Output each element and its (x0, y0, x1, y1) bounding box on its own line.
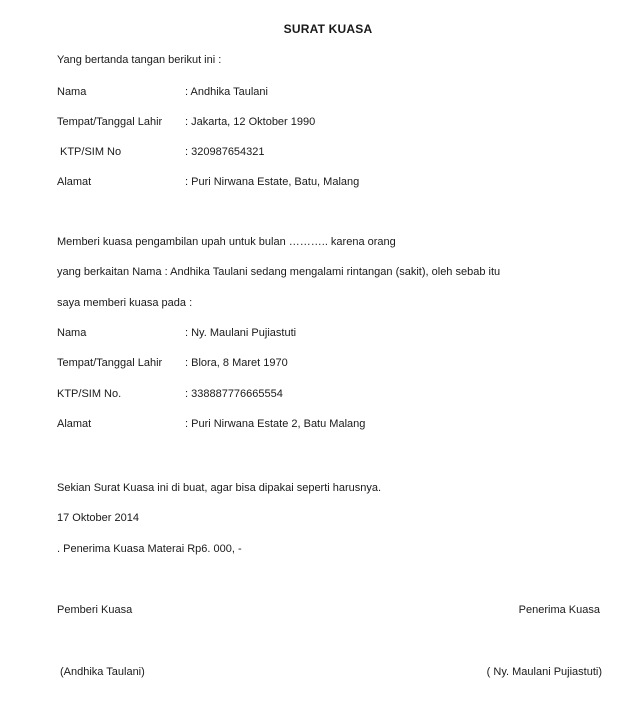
field-value: : Puri Nirwana Estate 2, Batu Malang (185, 418, 366, 430)
closing-text: Sekian Surat Kuasa ini di buat, agar bisa dipakai seperti harusnya. (57, 482, 382, 494)
grantee-signature-name: ( Ny. Maulani Pujiastuti) (486, 666, 602, 678)
field-value: : Jakarta, 12 Oktober 1990 (185, 116, 316, 128)
field-value: : Andhika Taulani (185, 86, 268, 98)
field-label: Nama (57, 327, 87, 339)
grantor-signature-name: (Andhika Taulani) (60, 666, 145, 678)
grantee-name-row (57, 327, 296, 339)
field-label: Tempat/Tanggal Lahir (57, 116, 163, 128)
field-value: : 320987654321 (185, 146, 265, 158)
field-value: : 338887776665554 (185, 388, 283, 400)
field-label: KTP/SIM No (60, 146, 122, 158)
field-label: Alamat (57, 418, 92, 430)
field-label: Tempat/Tanggal Lahir (57, 357, 163, 369)
field-value: : Ny. Maulani Pujiastuti (185, 327, 297, 339)
body-line: Memberi kuasa pengambilan upah untuk bulan ……….. karena orang (57, 236, 396, 248)
grantee-birth-row (57, 357, 288, 369)
field-value: : Puri Nirwana Estate, Batu, Malang (185, 176, 360, 188)
grantee-signature-label: Penerima Kuasa (518, 604, 600, 616)
letter-date: 17 Oktober 2014 (57, 512, 139, 524)
grantor-signature-label: Pemberi Kuasa (57, 604, 133, 616)
grantor-birth-row (57, 116, 315, 128)
body-line: saya memberi kuasa pada : (57, 297, 193, 309)
body-line: yang berkaitan Nama : Andhika Taulani sedang mengalami rintangan (sakit), oleh sebab itu (57, 266, 501, 278)
field-value: : Blora, 8 Maret 1970 (185, 357, 288, 369)
stamp-note: . Penerima Kuasa Materai Rp6. 000, - (57, 543, 242, 555)
field-label: KTP/SIM No. (57, 388, 122, 400)
field-label: Alamat (57, 176, 92, 188)
grantor-id-row (57, 146, 265, 158)
intro-text: Yang bertanda tangan berikut ini : (57, 54, 222, 66)
grantee-address-row (57, 418, 365, 430)
document-title: SURAT KUASA (283, 22, 373, 36)
grantor-address-row (57, 176, 359, 188)
grantor-name-row (57, 86, 268, 98)
grantee-id-row (57, 388, 283, 400)
field-label: Nama (57, 86, 87, 98)
